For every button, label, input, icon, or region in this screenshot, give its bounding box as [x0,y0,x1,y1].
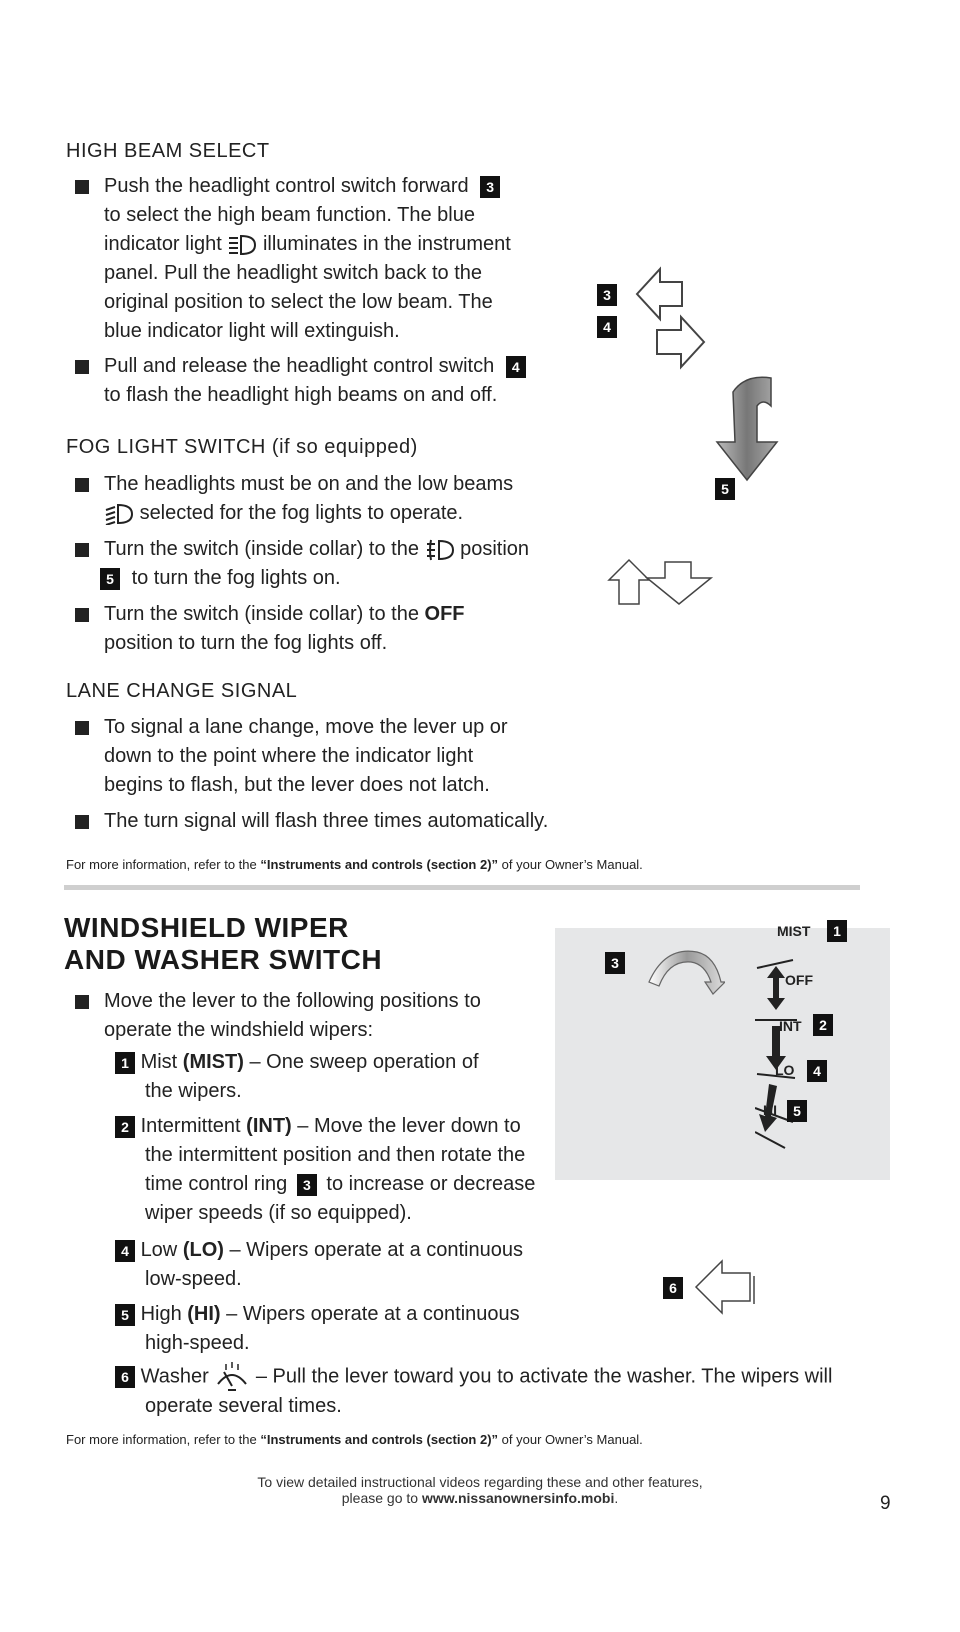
bullet-text: operate the windshield wipers: [104,1019,374,1041]
arrow-back-icon [647,312,709,372]
title-line: AND WASHER SWITCH [64,944,383,975]
bullet-text: Turn the switch (inside collar) to the [104,538,419,560]
headlight-diagram [595,260,915,660]
item-text: Mist [140,1051,178,1073]
item-text: – Pull the lever toward you to activate the washer. The wipers will [255,1365,833,1388]
bullet-square [75,608,89,622]
note-text: of your Owner’s Manual. [501,857,643,872]
bullet-text: Turn the switch (inside collar) to the [104,603,419,625]
fog-light-heading: FOG LIGHT SWITCH (if so equipped) [66,436,418,458]
callout-badge: 6 [115,1366,135,1388]
callout-badge: 3 [297,1174,317,1196]
wiper-item-mist [115,1048,555,1106]
callout-badge: 2 [115,1116,135,1138]
item-text: time control ring [145,1173,288,1195]
bullet-text: down to the point where the indicator light [104,745,474,767]
item-bold: (HI) [187,1303,221,1325]
washer-icon [214,1362,250,1392]
bullet-text: To signal a lane change, move the lever up or [104,716,508,738]
footer-text: . [614,1490,619,1506]
high-beam-bullet-2 [75,352,555,410]
item-text: – Move the lever down to [297,1115,521,1137]
high-beam-heading: HIGH BEAM SELECT [66,140,270,162]
item-bold: (LO) [182,1239,224,1261]
item-bold: (INT) [246,1115,292,1137]
bullet-text: Pull and release the headlight control switch [104,355,495,377]
bullet-square [75,360,89,374]
footer-text: please go to [341,1490,419,1506]
note-bold: “Instruments and controls (section 2)” [260,1432,499,1447]
high-beam-bullet-1 [75,172,555,346]
item-text: high-speed. [145,1332,250,1354]
callout-badge: 5 [787,1100,807,1122]
bullet-square [75,721,89,735]
item-text: the wipers. [145,1080,242,1102]
bullet-text: selected for the fog lights to operate. [139,502,464,524]
wiper-item-washer [115,1362,895,1421]
bullet-text: to turn the fog lights on. [131,567,341,589]
callout-badge: 4 [807,1060,827,1082]
reference-note-1 [66,857,643,872]
callout-badge: 3 [605,952,625,974]
item-text: the intermittent position and then rotate the [145,1144,526,1166]
callout-badge: 4 [597,316,617,338]
fog-bullet-2 [75,535,555,593]
low-beam-icon [104,503,134,525]
bullet-text: blue indicator light will extinguish. [104,320,400,342]
callout-badge: 2 [813,1014,833,1036]
title-line: WINDSHIELD WIPER [64,912,349,943]
callout-badge: 4 [506,356,526,378]
bullet-text: indicator light [104,233,222,255]
mist-label: MIST [777,923,811,939]
item-text: – Wipers operate at a continuous [229,1239,523,1261]
note-text: For more information, refer to the [66,1432,257,1447]
item-text: low-speed. [145,1268,242,1290]
wiper-diagram-panel [555,923,890,1180]
footer [180,1474,780,1506]
bullet-text: original position to select the low beam. The [104,291,493,313]
bullet-text: begins to flash, but the lever does not latch. [104,774,490,796]
callout-badge: 5 [115,1304,135,1326]
bullet-text: The turn signal will flash three times automatically. [104,810,549,832]
lane-change-heading: LANE CHANGE SIGNAL [66,680,298,702]
note-text: For more information, refer to the [66,857,257,872]
bullet-text: to flash the headlight high beams on and off. [104,384,498,406]
off-label: OFF [424,603,465,625]
callout-badge: 1 [115,1052,135,1074]
hi-label: HI [763,1102,777,1118]
footer-url-link[interactable]: www.nissanownersinfo.mobi [421,1490,615,1506]
item-text: wiper speeds (if so equipped). [145,1202,412,1224]
callout-badge: 1 [827,920,847,942]
bullet-square [75,478,89,492]
bullet-text: Move the lever to the following positions to [104,990,481,1012]
section-divider [64,885,860,890]
page-number: 9 [880,1493,891,1514]
fog-bullet-3 [75,600,555,658]
item-text: – One sweep operation of [249,1051,479,1073]
off-label: OFF [785,972,813,988]
footer-line: To view detailed instructional videos regarding these and other features, [257,1474,703,1490]
item-text: Washer [140,1365,209,1388]
bullet-square [75,815,89,829]
arrow-pull-icon [692,1258,758,1316]
fog-bullet-1 [75,470,555,528]
bullet-text: Push the headlight control switch forward [104,175,469,197]
bullet-text: position [460,538,530,560]
callout-badge: 3 [480,176,500,198]
int-label: INT [779,1018,802,1034]
note-text: of your Owner’s Manual. [501,1432,643,1447]
bullet-square [75,543,89,557]
callout-badge: 3 [597,284,617,306]
callout-badge: 6 [663,1277,683,1299]
reference-note-2 [66,1432,643,1447]
rotate-ring-arrow-icon [645,942,725,996]
wiper-item-lo [115,1236,555,1294]
callout-badge: 5 [715,478,735,500]
note-bold: “Instruments and controls (section 2)” [260,857,499,872]
bullet-text: position to turn the fog lights off. [104,632,388,654]
item-text: High [140,1303,182,1325]
bullet-text: to select the high beam function. The blue [104,204,475,226]
wiper-intro [75,987,555,1045]
lane-change-arrows-icon [607,558,717,608]
item-text: Low [140,1239,178,1261]
bullet-text: panel. Pull the headlight switch back to the [104,262,483,284]
lane-bullet-2 [75,807,595,836]
wiper-item-int [115,1112,565,1228]
item-text: Intermittent [140,1115,241,1137]
fog-rotate-arrow-icon [715,372,795,484]
lane-bullet-1 [75,713,555,800]
item-text: to increase or decrease [326,1173,536,1195]
lo-label: LO [775,1062,795,1078]
wiper-item-hi [115,1300,555,1358]
bullet-text: illuminates in the instrument [262,233,511,255]
callout-badge: 5 [100,568,120,590]
bullet-text: The headlights must be on and the low beams [104,473,514,495]
item-bold: (MIST) [182,1051,244,1073]
bullet-square [75,180,89,194]
item-text: operate several times. [145,1395,342,1417]
callout-badge: 4 [115,1240,135,1262]
item-text: – Wipers operate at a continuous [226,1303,520,1325]
bullet-square [75,995,89,1009]
high-beam-indicator-icon [227,234,257,256]
fog-light-icon [425,539,455,561]
wiper-section-title [64,912,382,976]
